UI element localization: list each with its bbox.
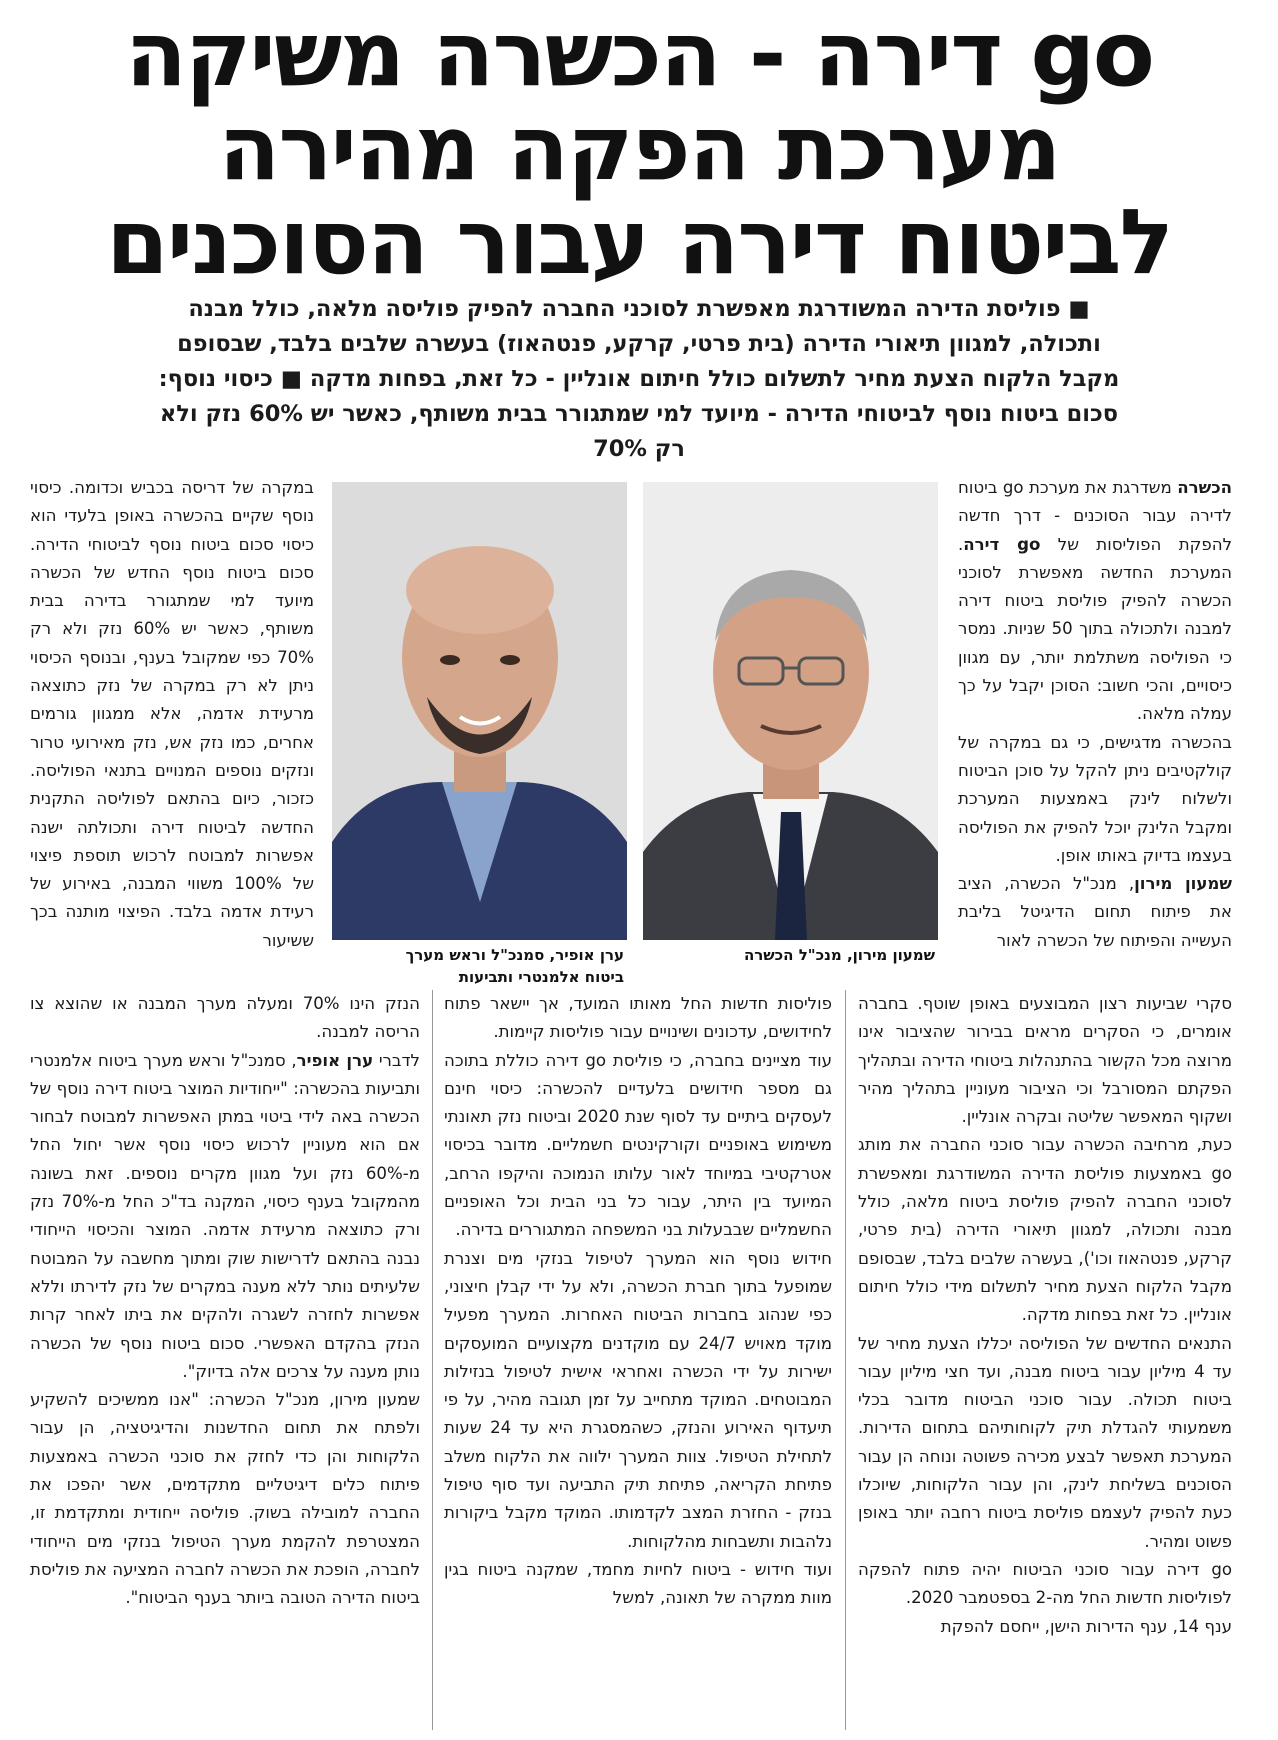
photo-shimon-miron <box>643 482 938 940</box>
text-run: לדברי <box>373 1050 420 1070</box>
portrait-shimon-miron <box>643 482 938 940</box>
paragraph: go דירה עבור סוכני הביטוח יהיה פתוח להפקה לפוליסות חדשות החל מה-2 בספטמבר 2020. <box>858 1559 1232 1608</box>
text-run: , סמנכ"ל וראש מערך ביטוח אלמנטרי ותביעות בהכשרה: "ייחודיות המוצר ביטוח דירה נוסף של הכשרה באה לידי ביטוי במתן האפשרות למבוטח לבחור אם הוא מעוניין לרכוש כיסוי נוסף אשר יחול החל מ-60% נזק ועל מגוון מקרים נוספים. זאת בשונה מהמקובל בענף כיסוי, המקנה בד"כ החל מ-70% נזק ורק כתוצאה מרעידת אדמה. המוצר והכיסוי הייחודי נבנה בהתאם לדרישות שוק ומתוך מחשבה על המבוטח שלעיתים נותר ללא מענה במקרים של נזק לדירתו וללא אפשרות לחזרה לשגרה ולהקים את ביתו לאחר קרות הנזק בהקדם האפשרי. סכום ביטוח נוסף של הכשרה נותן מענה על צרכים אלה בדיוק". <box>30 1050 420 1381</box>
text-run: משדרגת את מערכת go ביטוח לדירה עבור הסוכנים - דרך חדשה להפקת הפוליסות של <box>958 478 1233 554</box>
caption-eran-ofir <box>336 944 624 988</box>
paragraph: פוליסות חדשות החל מאותו המועד, אך יישאר פתוח לחידושים, עדכונים ושינויים עבור פוליסות קיימות. <box>444 994 832 1042</box>
column-divider <box>845 990 846 1730</box>
paragraph: עוד מציינים בחברה, כי פוליסת go דירה כוללת בתוכה גם מספר חידושים בלעדיים להכשרה: כיסוי חינם לעסקים ביתיים עד לסוף שנת 2020 וביטוח נזק תאונתי משימוש באופניים וקורקינטים חשמליים. מדובר בכיסוי אטרקטיבי במיוחד לאור עלותו הנמוכה והיקפו הרחב, המיועד בין היתר, עבור כל בני הבית וכל האופניים החשמליים שבבעלות בני המשפחה המתגוררים בדירה. <box>444 1050 833 1240</box>
caption-shimon-miron-text: שמעון מירון, מנכ"ל הכשרה <box>743 946 935 964</box>
column-right-top <box>958 474 1232 955</box>
lead-paragraph <box>150 292 1128 467</box>
caption-shimon-miron <box>643 944 935 966</box>
column-left-top <box>30 474 314 955</box>
bold-person-name: שמעון מירון <box>1134 874 1232 894</box>
paragraph <box>958 870 1232 955</box>
headline <box>20 2 1258 295</box>
paragraph: שמעון מירון, מנכ"ל הכשרה: "אנו ממשיכים להשקיע ולפתח את תחום החדשנות והדיגיטציה, הן עבור הלקוחות והן כדי לחזק את סוכני הכשרה באמצעות פיתוח כלים דיגיטליים מתקדמים, אשר יהפכו את החברה למובילה בשוק. פוליסה ייחודית ומתקדמת זו, המצטרפת להקמת מערך הטיפול בנזקי מים הייחודי לחברה, הופכת את הכשרה לחברה המציעה את פוליסת ביטוח הדירה הטובה ביותר בענף הביטוח". <box>30 1390 420 1608</box>
paragraph: בהכשרה מדגישים, כי גם במקרה של קולקטיבים ניתן להקל על סוכן הביטוח ולשלוח לינק באמצעות המערכת ומקבל הלינק יוכל להפיק את הפוליסה בעצמו בדיוק באותו אופן. <box>958 732 1232 865</box>
headline-line-3: לביטוח דירה עבור הסוכנים <box>106 190 1172 295</box>
paragraph: במקרה של דריסה בכביש וכדומה. כיסוי נוסף שקיים בהכשרה באופן בלעדי הוא כיסוי סכום ביטוח נוסף לביטוחי הדירה. סכום ביטוח נוסף החדש של הכשרה מיועד למי שמתגורר בדירה בבית משותף, כאשר יש 60% נזק ולא רק 70% כפי שמקובל בענף, ובנוסף הכיסוי ניתן לא רק במקרה של נזק כתוצאה מרעידת אדמה, אלא ממגוון גורמים אחרים, כמו נזק אש, נזק מאירועי טרור ונזקים נוספים המנויים בתנאי הפוליסה. כזכור, כיום בהתאם לפוליסה התקנית החדשה לביטוח דירה ותכולתה ישנה אפשרות למבוטח לרכוש תוספת פיצוי של 100% משווי המבנה, באירוע של רעידת אדמה בלבד. הפיצוי מותנה בכך ששיעור <box>30 478 315 950</box>
column-2-bottom <box>444 990 832 1613</box>
paragraph: ועוד חידוש - ביטוח לחיות מחמד, שמקנה ביטוח בגין מוות ממקרה של תאונה, למשל <box>444 1559 832 1608</box>
caption-eran-ofir-line-1: ערן אופיר, סמנכ"ל וראש מערך <box>405 946 624 964</box>
bold-lead-word: הכשרה <box>1177 478 1233 497</box>
headline-line-2: מערכת הפקה מהירה <box>218 96 1060 201</box>
portrait-eran-ofir <box>332 482 627 940</box>
column-3-bottom <box>30 990 420 1613</box>
paragraph: התנאים החדשים של הפוליסה יכללו הצעת מחיר של עד 4 מיליון עבור ביטוח מבנה, ועד חצי מיליון עבור ביטוח תכולה. עבור סוכני הביטוח מדובר בכלי משמעותי להגדלת תיק לקוחותיהם בתחום הדירות. המערכת תאפשר לבצע מכירה פשוטה ונוחה הן עבור הסוכנים בשליחת לינק, והן עבור הלקוחות, שיוכלו כעת להפיק לעצמם פוליסת ביטוח רחבה יותר באופן פשוט ומהיר. <box>858 1333 1232 1551</box>
headline-line-1: go דירה - הכשרה משיקה <box>125 2 1153 107</box>
text-run: , מנכ"ל הכשרה, הציב את פיתוח תחום הדיגיטל בליבת העשייה והפיתוח של הכשרה לאור <box>958 874 1232 950</box>
caption-eran-ofir-line-2: ביטוח אלמנטרי ותביעות <box>458 968 624 986</box>
square-bullet-icon: ■ <box>280 366 303 392</box>
paragraph: סקרי שביעות רצון המבוצעים באופן שוטף. בחברה אומרים, כי הסקרים מראים בבירור שהציבור אינו מרוצה מכל הקשור בהתנהלות ביטוחי הדירה ובתהליך הפקתם המסורבל וכי הציבור מעוניין בתהליך מהיר ושקוף המאפשר שליטה ובקרה אונליין. <box>858 994 1232 1127</box>
column-divider <box>432 990 433 1730</box>
paragraph: כעת, מרחיבה הכשרה עבור סוכני החברה את מותג go באמצעות פוליסת הדירה המשודרגת ומאפשרת לסוכני החברה להפיק פוליסת ביטוח מלאה, כולל מבנה ותכולה, למגוון תיאורי הדירה (בית פרטי, קרקע, פנטהאוז וכו'), בעשרה שלבים בלבד, שבסופם מקבל הלקוח הצעת מחיר לתשלום מידי כולל חיתום אונליין. כל זאת בפחות מדקה. <box>858 1135 1232 1325</box>
paragraph <box>30 1047 420 1387</box>
bold-product-name: go דירה <box>963 534 1041 554</box>
lead-part-2: כיסוי נוסף: סכום ביטוח נוסף לביטוחי הדירה - מיועד למי שמתגורר בבית משותף, כאשר יש 60% נזק ולא רק 70% <box>158 366 1119 462</box>
paragraph: הנזק הינו 70% ומעלה מערך המבנה או שהוצא צו הריסה למבנה. <box>30 994 420 1042</box>
square-bullet-icon: ■ <box>1068 296 1090 322</box>
text-run: . המערכת החדשה מאפשרת לסוכני הכשרה להפיק פוליסת ביטוח דירה למבנה ולתכולה בתוך 50 שניות. נמסר כי הפוליסה משתלמת יותר, עם מגוון כיסויים, והכי חשוב: הסוכן יקבל על כך עמלה מלאה. <box>958 534 1232 724</box>
photo-eran-ofir <box>332 482 627 940</box>
lead-part-1: פוליסת הדירה המשודרגת מאפשרת לסוכני החברה להפיק פוליסה מלאה, כולל מבנה ותכולה, למגוון תיאורי הדירה (בית פרטי, קרקע, פנטהאוז) בעשרה שלבים בלבד, שבסופם מקבל הלקוח הצעת מחיר לתשלום כולל חיתום אונליין - כל זאת, בפחות מדקה <box>177 296 1120 392</box>
column-1-bottom <box>858 990 1232 1641</box>
bold-person-name: ערן אופיר <box>296 1050 374 1070</box>
paragraph: ענף 14, ענף הדירות הישן, ייחסם להפקת <box>940 1616 1232 1636</box>
paragraph: חידוש נוסף הוא המערך לטיפול בנזקי מים וצנרת שמופעל בתוך חברת הכשרה, ולא על ידי קבלן חיצוני, כפי שנהוג בחברות הביטוח האחרות. המערך מפעיל מוקד מאויש 24/7 עם מוקדנים מקצועיים המועסקים ישירות על ידי הכשרה ואחראי אישית לטיפול בנזילות המבוטחים. המוקד מתחייב על זמן תגובה מהיר, על פי תיעדוף האירוע והנזק, כשהמסגרת היא עד 24 שעות לתחילת הטיפול. צוות המערך ילווה את הלקוח משלב פתיחת הקריאה, פתיחת תיק התביעה ועד סוף טיפול בנזק - החזרת המצב לקדמותו. המוקד מקבל ביקורות נלהבות ותשבחות מהלקוחות. <box>444 1248 832 1551</box>
paragraph <box>958 474 1232 729</box>
